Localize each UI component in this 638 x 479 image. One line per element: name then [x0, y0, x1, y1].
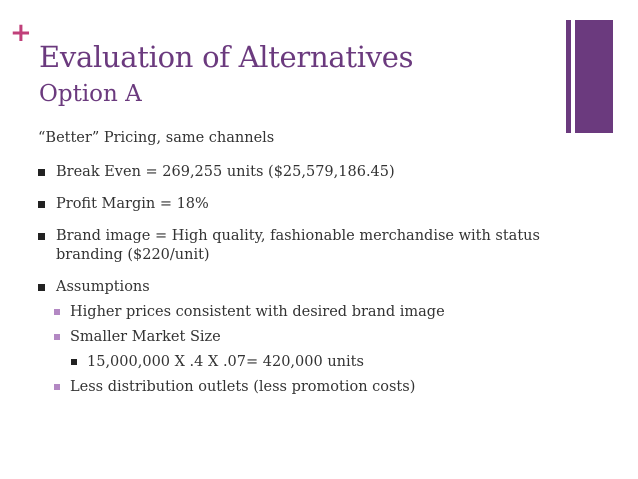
slide-title: Evaluation of Alternatives: [39, 40, 414, 74]
sub-bullet-text: Higher prices consistent with desired brand image: [70, 304, 445, 320]
plus-icon: +: [10, 18, 32, 48]
bullet-text: Assumptions: [56, 279, 150, 295]
slide-subtitle: Option A: [39, 81, 142, 107]
sub-sub-bullet-text: 15,000,000 X .4 X .07= 420,000 units: [87, 354, 364, 370]
sub-bullet-higher-prices: [38, 303, 558, 322]
bullet-text: Profit Margin = 18%: [56, 196, 209, 212]
square-bullet-icon: [38, 201, 45, 208]
sub-bullet-text: Smaller Market Size: [70, 329, 221, 345]
decorative-bar-thick: [575, 20, 613, 133]
bullet-profit-margin: [38, 195, 558, 214]
bullet-text: Brand image = High quality, fashionable merchandise with status branding ($220/unit): [56, 228, 540, 263]
square-bullet-icon: [71, 359, 77, 365]
decorative-bar-thin: [566, 20, 571, 133]
square-bullet-icon: [54, 309, 60, 315]
square-bullet-icon: [38, 233, 45, 240]
square-bullet-icon: [54, 384, 60, 390]
bullet-break-even: [38, 163, 558, 182]
sub-sub-bullet-market-calc: [38, 353, 558, 372]
square-bullet-icon: [38, 284, 45, 291]
bullet-text: Break Even = 269,255 units ($25,579,186.45): [56, 164, 395, 180]
bullet-assumptions: [38, 278, 558, 397]
slide-content: [38, 129, 558, 410]
intro-text: “Better” Pricing, same channels: [38, 130, 275, 146]
sub-bullet-distribution: [38, 378, 558, 397]
bullet-brand-image: [38, 227, 558, 265]
sub-bullet-text: Less distribution outlets (less promotion costs): [70, 379, 416, 395]
square-bullet-icon: [54, 334, 60, 340]
square-bullet-icon: [38, 169, 45, 176]
sub-bullet-market-size: [38, 328, 558, 347]
